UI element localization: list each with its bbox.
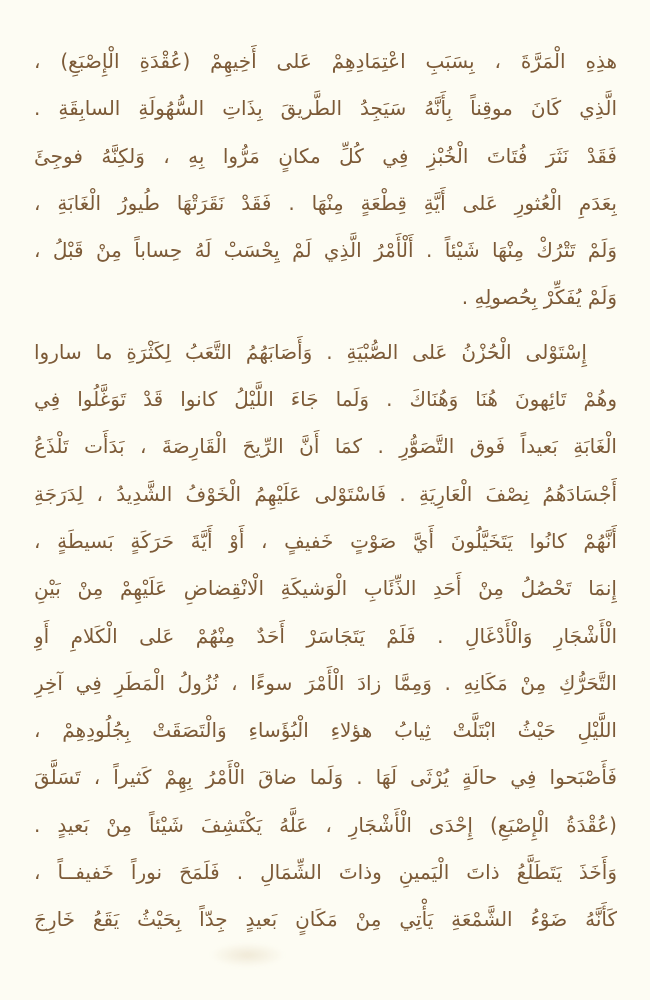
text-line: كَأَنَّهُ ضَوْءُ الشَّمْعَةِ يَأْتِي مِنْ مَكَانٍ بَعيدٍ جِدّاً بِحَيْثُ يَقَعُ خَارِجَ	[34, 907, 617, 932]
paragraph-2	[34, 329, 617, 944]
text-line: أَنَّهُمْ كانُوا يَتَخَيَّلُونَ أَيَّ صَوْتٍ خَفيفٍ ، أَوْ أَيَّةَ حَرَكَةٍ بَسيطَةٍ ،	[34, 528, 617, 553]
text-line: التَّحَرُّكِ مِنْ مَكَانِهِ . وَمِمَّا زادَ الْأَمْرَ سوءًا ، نُزُولُ الْمَطَرِ فِي آخِرِ	[34, 670, 617, 695]
text-line: اللَّيْلِ حَيْثُ ابْتَلَّتْ ثِيابُ هؤلاءِ الْبُؤَساءِ وَالْتَصَقَتْ بِجُلُودِهِمْ ،	[34, 718, 617, 743]
ink-smudge	[210, 943, 285, 967]
page-text-block	[34, 38, 617, 944]
text-line: أَجْسَادَهُمُ نِصْفَ الْعَارِيَةِ . فَاسْتَوْلى عَلَيْهِمُ الْخَوْفُ الشَّدِيدُ ، لِدَرَجَةِ	[34, 481, 617, 506]
text-line: فَقَدْ نَثَرَ فُتَاتَ الْخُبْزِ فِي كُلِّ مكانٍ مَرُّوا بِهِ ، وَلكِنَّهُ فوجِئَ	[34, 143, 617, 168]
text-line: (عُقْدَةُ الْإِصْبَعِ) إِحْدَى الْأَشْجَارِ ، عَلَّهُ يَكْتَشِفَ شَيْئاً مِنْ بَعيدٍ .	[34, 812, 617, 837]
text-line: وَلَمْ يُفَكِّرْ بِحُصولِهِ .	[461, 285, 617, 310]
text-line: وهُمْ تَائِهونَ هُنَا وَهُنَاكَ . وَلَما جَاءَ اللَّيْلُ كانوا قَدْ تَوَغَّلُوا فِي	[34, 387, 617, 412]
text-line: إِسْتَوْلى الْحُزْنُ عَلى الصُّبْيَةِ . وَأَصَابَهُمُ التَّعَبُ لِكَثْرَةِ ما ساروا	[34, 339, 587, 364]
text-line: الْأَشْجَارِ وَالْأَدْغَالِ . فَلَمْ يَتَجَاسَرْ أَحَدٌ مِنْهُمْ عَلى الْكَلامِ أَوِ	[34, 623, 617, 648]
text-line: الَّذِي كَانَ موقِناً بِأَنَّهُ سَيَجِدُ الطَّريقَ بِذَاتِ السُّهُولَةِ السابِقَةِ .	[34, 96, 617, 121]
text-line: فَأَصْبَحوا فِي حالَةٍ يُرْثَى لَهَا . وَلَما ضاقَ الْأَمْرُ بِهِمْ كَثيراً ، تَسَلَّقَ	[34, 765, 617, 790]
text-line: إِنمَا تَحْصُلُ مِنْ أَحَدِ الذِّئَابِ الْوَشيكَةِ الْانْقِضاضِ عَلَيْهِمْ مِنْ بَيْنِ	[34, 576, 617, 601]
paragraph-1	[34, 38, 617, 322]
text-line: وَلَمْ تَتْرُكْ مِنْهَا شَيْئاً . أَلْأَمْرُ الَّذِي لَمْ يِحْسَبْ لَهُ حِساباً مِنْ قَبْلُ ،	[34, 238, 617, 263]
text-line: وَأَخَذَ يَتَطَلَّعُ ذاتَ الْيَمينِ وذاتَ الشِّمَالِ . فَلَمَحَ نوراً خَفيفــاً ،	[34, 860, 617, 885]
text-line: بِعَدَمِ الْعُثورِ عَلى أَيَّةِ قِطْعَةٍ مِنْهَا . فَقَدْ نَقَرَتْهَا طُيورُ الْغَابَةِ ،	[34, 190, 617, 215]
text-line: الْغَابَةِ بَعيداً فَوق التَّصَوُّرِ . كمَا أَنَّ الرِّيحَ الْقَارِصَةَ ، بَدَأَت تَلْذَعُ	[34, 434, 617, 459]
text-line: هذِهِ الْمَرَّةَ ، بِسَبَبِ اعْتِمَادِهِمْ عَلى أَخِيهِمْ (عُقْدَةِ الْإِصْبَعِ) ،	[34, 49, 617, 73]
